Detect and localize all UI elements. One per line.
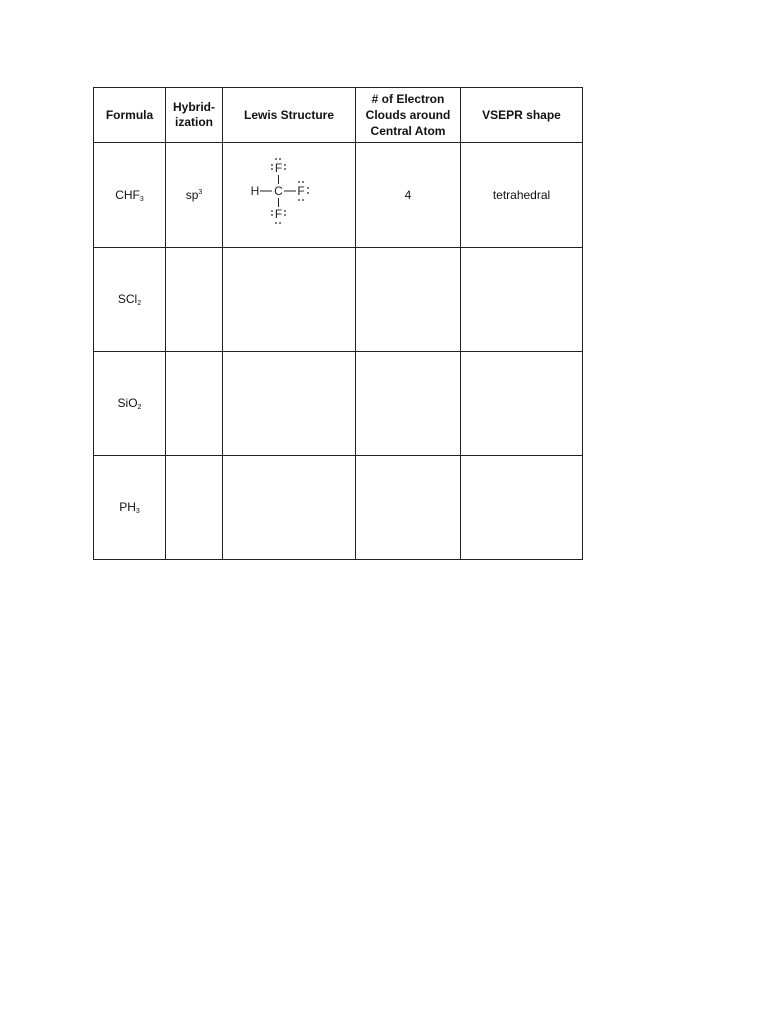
lewis-atom-f-right: F xyxy=(297,184,305,198)
formula-cell xyxy=(94,352,166,456)
vsepr-shape-cell[interactable] xyxy=(461,352,583,456)
hybridization-cell[interactable] xyxy=(166,248,223,352)
header-formula-label: Formula xyxy=(105,108,154,122)
formula-text: PH xyxy=(119,500,136,514)
header-lewis-structure xyxy=(223,88,356,143)
header-formula xyxy=(94,88,166,143)
hybridization-text: sp xyxy=(185,188,199,202)
hybridization-cell[interactable] xyxy=(166,352,223,456)
electron-clouds-cell[interactable] xyxy=(356,456,461,560)
vsepr-shape-cell xyxy=(461,143,583,248)
table-row xyxy=(94,248,583,352)
header-shape-label: VSEPR shape xyxy=(482,108,561,122)
table-row xyxy=(94,143,583,248)
header-hybridization xyxy=(166,88,223,143)
header-vsepr-shape xyxy=(461,88,583,143)
header-clouds-line1: # of Electron xyxy=(371,92,445,106)
formula-subscript: 3 xyxy=(135,508,140,515)
header-lewis-label: Lewis Structure xyxy=(243,108,335,122)
table-row xyxy=(94,352,583,456)
formula-cell xyxy=(94,248,166,352)
electron-clouds-cell[interactable] xyxy=(356,248,461,352)
electron-clouds-cell[interactable] xyxy=(356,352,461,456)
lewis-atom-f-bottom: F xyxy=(274,207,283,221)
lewis-atom-h: H xyxy=(250,184,260,198)
lewis-atom-f-top: F xyxy=(274,161,283,175)
header-row xyxy=(94,88,583,143)
header-hybridization-line2: ization xyxy=(175,115,213,129)
header-electron-clouds xyxy=(356,88,461,143)
lewis-structure-cell[interactable] xyxy=(223,352,356,456)
electron-clouds-value: 4 xyxy=(404,188,412,202)
lewis-structure-cell[interactable] xyxy=(223,456,356,560)
vsepr-shape-cell[interactable] xyxy=(461,248,583,352)
formula-subscript: 2 xyxy=(137,404,142,411)
electron-clouds-cell xyxy=(356,143,461,248)
hybridization-cell xyxy=(166,143,223,248)
header-hybridization-line1: Hybrid- xyxy=(173,100,215,114)
formula-text: SCl xyxy=(117,292,138,306)
formula-subscript: 3 xyxy=(139,195,144,203)
hybridization-superscript: 3 xyxy=(198,189,203,196)
lewis-structure-cell[interactable] xyxy=(223,248,356,352)
vsepr-shape-cell[interactable] xyxy=(461,456,583,560)
molecular-geometry-table xyxy=(93,87,583,560)
formula-text: CHF xyxy=(115,187,140,202)
formula-subscript: 2 xyxy=(137,300,142,307)
hybridization-cell[interactable] xyxy=(166,456,223,560)
formula-cell xyxy=(94,456,166,560)
header-clouds-line3: Central Atom xyxy=(370,124,446,138)
table-row xyxy=(94,456,583,560)
formula-cell xyxy=(94,143,166,248)
lewis-structure-cell xyxy=(223,143,356,248)
vsepr-shape-value: tetrahedral xyxy=(492,188,551,202)
header-clouds-line2: Clouds around xyxy=(365,108,451,122)
formula-text: SiO xyxy=(117,396,138,410)
lewis-atom-c: C xyxy=(274,184,283,198)
lewis-structure-diagram xyxy=(249,155,329,235)
